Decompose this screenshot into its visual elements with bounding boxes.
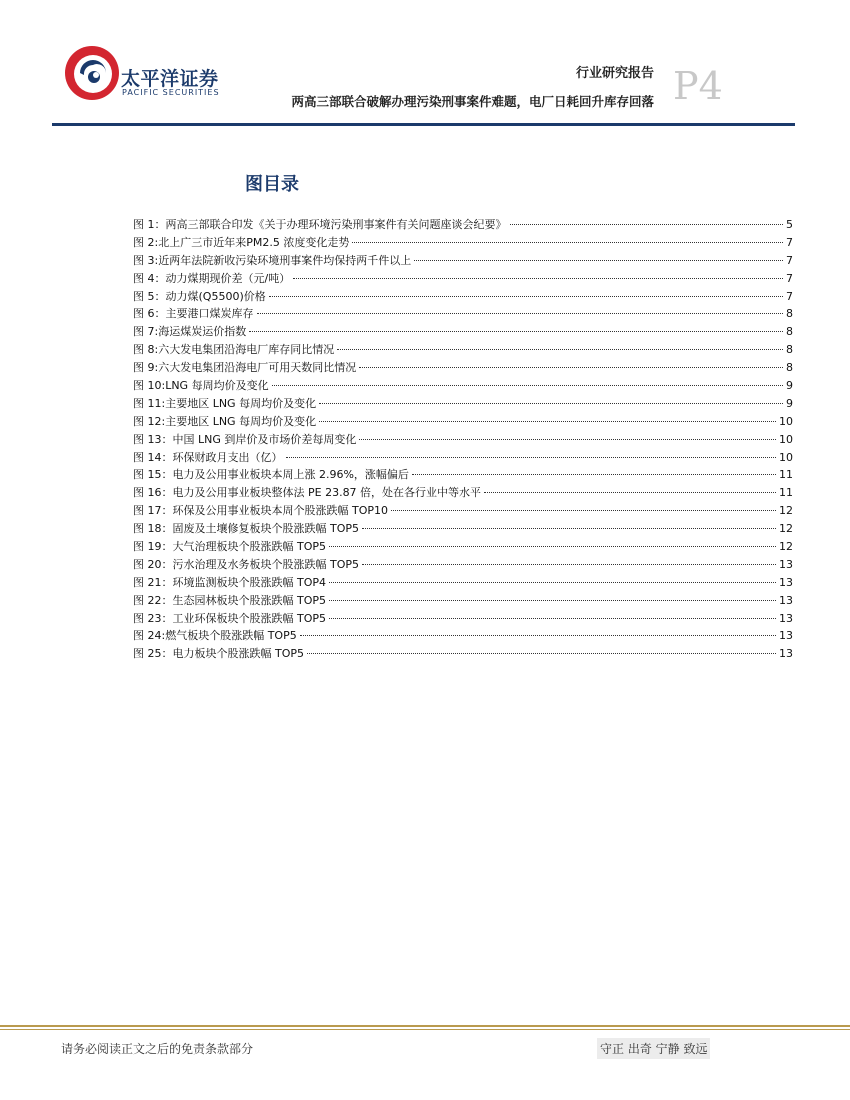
toc-entry[interactable] — [133, 413, 793, 431]
toc-entry[interactable] — [133, 288, 793, 306]
toc-entry[interactable] — [133, 341, 793, 359]
toc-entry-page[interactable]: 8 — [786, 361, 793, 375]
toc-entry-page[interactable]: 10 — [779, 432, 793, 446]
toc-entry-page[interactable]: 13 — [779, 557, 793, 571]
toc-entry[interactable] — [133, 538, 793, 556]
toc-entry-label[interactable]: 图 1：两高三部联合印发《关于办理环境污染刑事案件有关问题座谈会纪要》 — [133, 218, 507, 231]
toc-entry-page[interactable]: 11 — [779, 486, 793, 500]
brand-name-en: PACIFIC SECURITIES — [122, 88, 220, 97]
toc-entry-page[interactable]: 7 — [786, 271, 793, 285]
toc-entry-label[interactable]: 图 9:六大发电集团沿海电厂可用天数同比情况 — [133, 361, 357, 375]
toc-leader-dots — [329, 546, 776, 547]
toc-entry-page[interactable]: 12 — [779, 540, 793, 554]
toc-leader-dots — [319, 421, 776, 422]
toc-entry-page[interactable]: 8 — [786, 343, 793, 357]
toc-entry[interactable] — [133, 431, 793, 449]
toc-entry-label[interactable]: 图 8:六大发电集团沿海电厂库存同比情况 — [133, 343, 335, 357]
toc-leader-dots — [352, 242, 783, 243]
toc-entry-label[interactable]: 图 15：电力及公用事业板块本周上涨 2.96%，涨幅偏后 — [133, 468, 409, 482]
toc-entry[interactable] — [133, 466, 793, 484]
toc-entry-page[interactable]: 13 — [779, 647, 793, 661]
toc-entry-page[interactable]: 13 — [779, 593, 793, 607]
toc-entry-label[interactable]: 图 7:海运煤炭运价指数 — [133, 325, 247, 339]
toc-entry-label[interactable]: 图 21：环境监测板块个股涨跌幅 TOP4 — [133, 575, 326, 589]
footer-motto: 守正 出奇 宁静 致远 — [597, 1038, 710, 1059]
toc-leader-dots — [329, 600, 776, 601]
toc-leader-dots — [329, 618, 776, 619]
report-type: 行业研究报告 — [575, 66, 654, 81]
toc-entry-page[interactable]: 5 — [786, 218, 793, 231]
toc-leader-dots — [484, 492, 776, 493]
toc-entry-label[interactable]: 图 22：生态园林板块个股涨跌幅 TOP5 — [133, 593, 326, 607]
toc-entry[interactable] — [133, 252, 793, 270]
footer-disclaimer: 请务必阅读正文之后的免责条款部分 — [61, 1042, 254, 1056]
toc-entry-page[interactable]: 13 — [779, 629, 793, 643]
toc-entry[interactable] — [133, 234, 793, 252]
toc-entry-label[interactable]: 图 3:近两年法院新收污染环境刑事案件均保持两千件以上 — [133, 253, 412, 267]
toc-entry-page[interactable]: 7 — [786, 253, 793, 267]
toc-entry-label[interactable]: 图 5：动力煤(Q5500)价格 — [133, 289, 266, 303]
toc-leader-dots — [337, 349, 783, 350]
toc-entry[interactable] — [133, 377, 793, 395]
page-number: P4 — [673, 64, 723, 108]
toc-entry[interactable] — [133, 645, 793, 663]
toc-entry-page[interactable]: 12 — [779, 522, 793, 536]
toc-entry-label[interactable]: 图 19：大气治理板块个股涨跌幅 TOP5 — [133, 540, 326, 554]
report-title: 两高三部联合破解办理污染刑事案件难题，电厂日耗回升库存回落 — [291, 94, 654, 109]
toc-leader-dots — [257, 313, 784, 314]
toc-leader-dots — [293, 278, 783, 279]
toc-entry-label[interactable]: 图 18：固废及土壤修复板块个股涨跌幅 TOP5 — [133, 522, 359, 536]
toc-leader-dots — [307, 653, 776, 654]
toc-entry[interactable] — [133, 449, 793, 467]
toc-entry-label[interactable]: 图 25：电力板块个股涨跌幅 TOP5 — [133, 647, 304, 661]
toc-entry-page[interactable]: 9 — [786, 379, 793, 393]
toc-entry-page[interactable]: 13 — [779, 611, 793, 625]
toc-entry-page[interactable]: 8 — [786, 307, 793, 321]
toc-entry-label[interactable]: 图 10:LNG 每周均价及变化 — [133, 379, 269, 393]
toc-entry-label[interactable]: 图 16：电力及公用事业板块整体法 PE 23.87 倍，处在各行业中等水平 — [133, 486, 482, 500]
toc-entry[interactable] — [133, 574, 793, 592]
toc-leader-dots — [362, 564, 776, 565]
toc-leader-dots — [359, 439, 776, 440]
toc-entry-label[interactable]: 图 11:主要地区 LNG 每周均价及变化 — [133, 396, 317, 410]
toc-entry-page[interactable]: 9 — [786, 396, 793, 410]
toc-entry-page[interactable]: 7 — [786, 289, 793, 303]
toc-entry[interactable] — [133, 484, 793, 502]
toc-leader-dots — [391, 510, 776, 511]
toc-entry-page[interactable]: 10 — [779, 450, 793, 464]
toc-leader-dots — [362, 528, 776, 529]
toc-leader-dots — [319, 403, 783, 404]
toc-leader-dots — [329, 582, 776, 583]
toc-entry[interactable] — [133, 216, 793, 234]
toc-title: 图目录 — [245, 174, 299, 195]
toc-entry-page[interactable]: 10 — [779, 414, 793, 428]
toc-entry[interactable] — [133, 592, 793, 610]
toc-entry[interactable] — [133, 359, 793, 377]
toc-entry-label[interactable]: 图 13：中国 LNG 到岸价及市场价差每周变化 — [133, 432, 357, 446]
pacific-securities-logo-icon — [62, 43, 122, 103]
toc-entry[interactable] — [133, 610, 793, 628]
toc-entry[interactable] — [133, 270, 793, 288]
page-header — [0, 0, 850, 130]
toc-leader-dots — [249, 331, 783, 332]
toc-leader-dots — [510, 224, 784, 225]
toc-entry-page[interactable]: 7 — [786, 235, 793, 249]
toc-entry-label[interactable]: 图 2:北上广三市近年来PM2.5 浓度变化走势 — [133, 235, 350, 249]
footer-divider — [0, 1025, 850, 1027]
toc-entry-page[interactable]: 13 — [779, 575, 793, 589]
toc-leader-dots — [414, 260, 783, 261]
toc-entry[interactable] — [133, 556, 793, 574]
toc-entry-label[interactable]: 图 24:燃气板块个股涨跌幅 TOP5 — [133, 629, 297, 643]
toc-leader-dots — [286, 457, 777, 458]
toc-entry-label[interactable]: 图 14：环保财政月支出（亿） — [133, 450, 283, 464]
toc-entry-page[interactable]: 12 — [779, 504, 793, 518]
toc-leader-dots — [300, 635, 776, 636]
toc-entry[interactable] — [133, 305, 793, 323]
toc-entry-label[interactable]: 图 23：工业环保板块个股涨跌幅 TOP5 — [133, 611, 326, 625]
toc-entry-page[interactable]: 11 — [779, 468, 793, 482]
brand-name-cn: 太平洋证券 — [121, 68, 219, 90]
header-divider — [52, 123, 795, 126]
toc-entry[interactable] — [133, 502, 793, 520]
toc-leader-dots — [269, 296, 783, 297]
toc-leader-dots — [412, 474, 776, 475]
toc-entry[interactable] — [133, 520, 793, 538]
toc-entry-page[interactable]: 8 — [786, 325, 793, 339]
toc-entry-label[interactable]: 图 17：环保及公用事业板块本周个股涨跌幅 TOP10 — [133, 504, 388, 518]
toc-leader-dots — [359, 367, 783, 368]
toc-entry-label[interactable]: 图 20：污水治理及水务板块个股涨跌幅 TOP5 — [133, 557, 359, 571]
toc-entry[interactable] — [133, 627, 793, 645]
toc-entry[interactable] — [133, 323, 793, 341]
toc-entry-label[interactable]: 图 12:主要地区 LNG 每周均价及变化 — [133, 414, 317, 428]
footer-divider-thin — [0, 1029, 850, 1030]
toc-entry[interactable] — [133, 395, 793, 413]
figure-toc-list — [133, 216, 793, 663]
toc-entry-label[interactable]: 图 4：动力煤期现价差（元/吨） — [133, 271, 291, 285]
toc-entry-label[interactable]: 图 6：主要港口煤炭库存 — [133, 307, 254, 321]
toc-leader-dots — [272, 385, 783, 386]
